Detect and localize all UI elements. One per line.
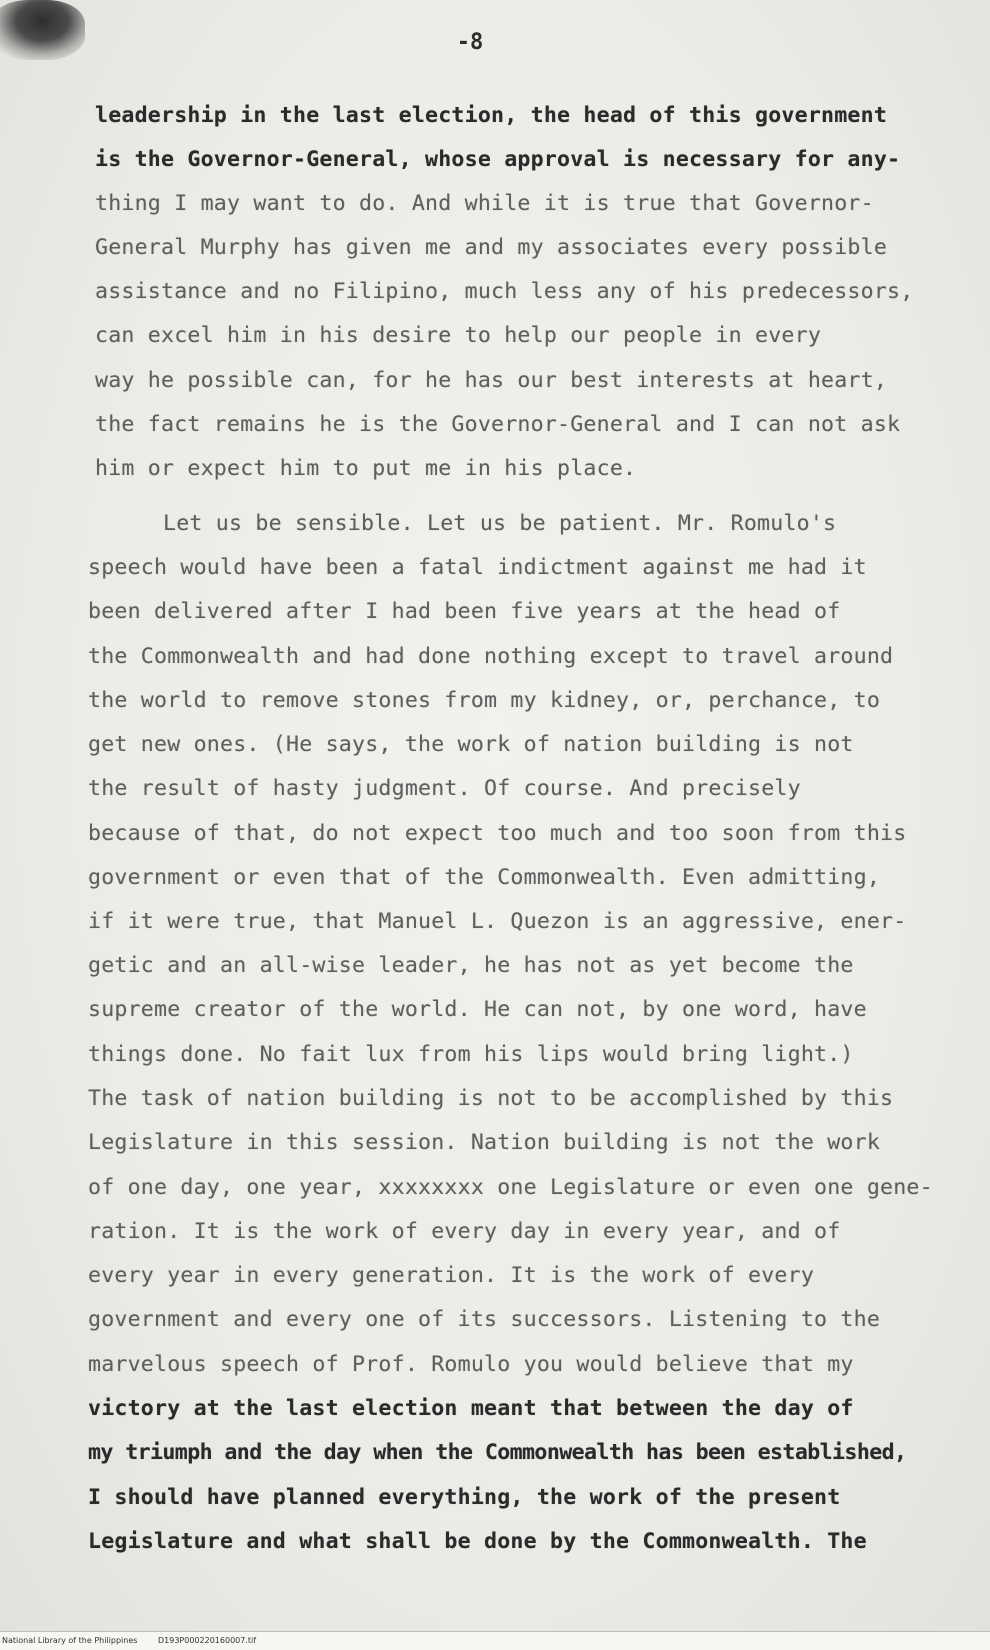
text-line: the fact remains he is the Governor-General and I can not ask <box>95 412 901 437</box>
text-line: Legislature and what shall be done by the Commonwealth. The <box>88 1529 867 1554</box>
text-line: supreme creator of the world. He can not, by one word, have <box>88 997 867 1022</box>
text-line: marvelous speech of Prof. Romulo you would believe that my <box>88 1352 854 1377</box>
text-line: been delivered after I had been five years at the head of <box>88 599 841 624</box>
text-line: can excel him in his desire to help our people in every <box>95 323 822 348</box>
text-line: ration. It is the work of every day in every year, and of <box>88 1219 841 1244</box>
text-line: Let us be sensible. Let us be patient. Mr. Romulo's <box>163 511 837 536</box>
text-line: if it were true, that Manuel L. Quezon is an aggressive, ener- <box>88 909 907 934</box>
text-line: the world to remove stones from my kidney, or, perchance, to <box>88 688 881 713</box>
library-credit: National Library of the Philippines <box>2 1636 138 1645</box>
scan-filename: D193P000220160007.tif <box>158 1636 257 1645</box>
text-line: things done. No fait lux from his lips would bring light.) <box>88 1042 854 1067</box>
text-line: because of that, do not expect too much and too soon from this <box>88 821 907 846</box>
text-line: government and every one of its successors. Listening to the <box>88 1307 881 1332</box>
text-line: the result of hasty judgment. Of course. And precisely <box>88 776 801 801</box>
text-line: speech would have been a fatal indictment against me had it <box>88 555 867 580</box>
text-line: the Commonwealth and had done nothing except to travel around <box>88 644 894 669</box>
text-line: The task of nation building is not to be accomplished by this <box>88 1086 894 1111</box>
text-line: my triumph and the day when the Commonwealth has been established, <box>88 1440 907 1465</box>
text-line: thing I may want to do. And while it is true that Governor- <box>95 191 874 216</box>
text-line: every year in every generation. It is the work of every <box>88 1263 815 1288</box>
text-line: getic and an all-wise leader, he has not as yet become the <box>88 953 854 978</box>
text-line: assistance and no Filipino, much less any of his predecessors, <box>95 279 914 304</box>
text-line: get new ones. (He says, the work of nation building is not <box>88 732 854 757</box>
text-line: victory at the last election meant that between the day of <box>88 1396 854 1421</box>
text-line: him or expect him to put me in his place. <box>95 456 637 481</box>
text-line: leadership in the last election, the head of this government <box>95 103 888 128</box>
text-line: government or even that of the Commonwealth. Even admitting, <box>88 865 881 890</box>
text-line: General Murphy has given me and my associates every possible <box>95 235 888 260</box>
text-line: way he possible can, for he has our best interests at heart, <box>95 368 888 393</box>
ink-blot <box>0 0 85 60</box>
page-number: -8 <box>456 30 484 55</box>
text-line: I should have planned everything, the work of the present <box>88 1485 841 1510</box>
text-line: Legislature in this session. Nation building is not the work <box>88 1130 881 1155</box>
text-line: is the Governor-General, whose approval is necessary for any- <box>95 147 901 172</box>
scan-footer <box>0 1631 990 1650</box>
text-line: of one day, one year, xxxxxxxx one Legislature or even one gene- <box>88 1175 933 1200</box>
